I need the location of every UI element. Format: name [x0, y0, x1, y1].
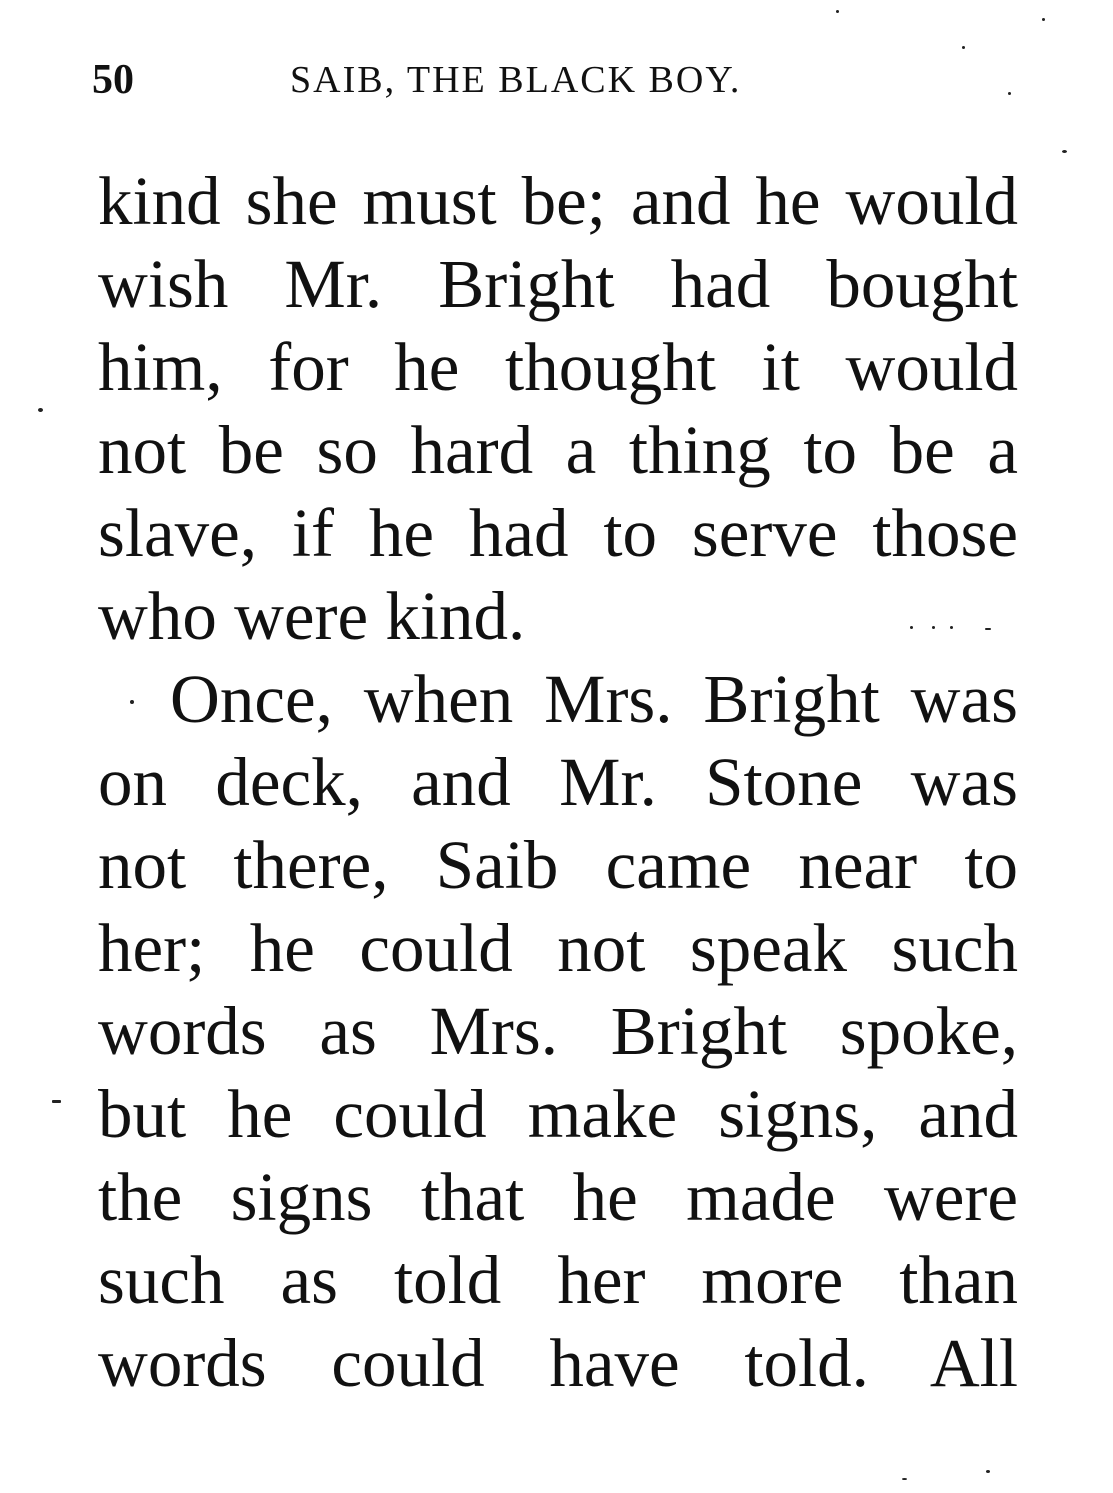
text-line: who were kind.: [98, 578, 526, 654]
text-line: on deck, and Mr. Stone was: [98, 744, 1018, 820]
scan-speck: [1008, 92, 1011, 95]
scan-speck: [836, 10, 839, 13]
page-number: 50: [92, 57, 134, 103]
text-line: slave, if he had to serve those: [98, 495, 1018, 571]
text-line: but he could make signs, and: [98, 1076, 1018, 1152]
body-text: [98, 160, 1018, 1405]
text-line: not there, Saib came near to: [98, 827, 1018, 903]
text-line: her; he could not speak such: [98, 910, 1018, 986]
page-header: [92, 52, 1022, 112]
running-title: SAIB, THE BLACK BOY.: [290, 59, 742, 101]
scan-speck: [950, 626, 953, 629]
scan-speck: [130, 700, 134, 704]
text-line: such as told her more than: [98, 1242, 1018, 1318]
text-line: not be so hard a thing to be a: [98, 412, 1018, 488]
scan-speck: [902, 1478, 907, 1480]
scan-speck: [985, 628, 991, 630]
text-line: words could have told. All: [98, 1325, 1018, 1401]
paragraph-2: [98, 658, 1018, 1405]
scan-speck: [932, 626, 935, 629]
text-line: him, for he thought it would: [98, 329, 1018, 405]
paragraph-1: [98, 160, 1018, 658]
scan-speck: [38, 408, 43, 412]
scan-speck: [910, 626, 913, 629]
scan-speck: [52, 1100, 61, 1103]
text-line: the signs that he made were: [98, 1159, 1018, 1235]
text-line: kind she must be; and he would: [98, 163, 1018, 239]
scan-speck: [1042, 18, 1045, 21]
text-line: Once, when Mrs. Bright was: [170, 661, 1018, 737]
text-line: wish Mr. Bright had bought: [98, 246, 1018, 322]
text-line: words as Mrs. Bright spoke,: [98, 993, 1018, 1069]
scan-speck: [1062, 150, 1067, 153]
scan-speck: [962, 46, 965, 49]
scan-speck: [986, 1470, 990, 1473]
